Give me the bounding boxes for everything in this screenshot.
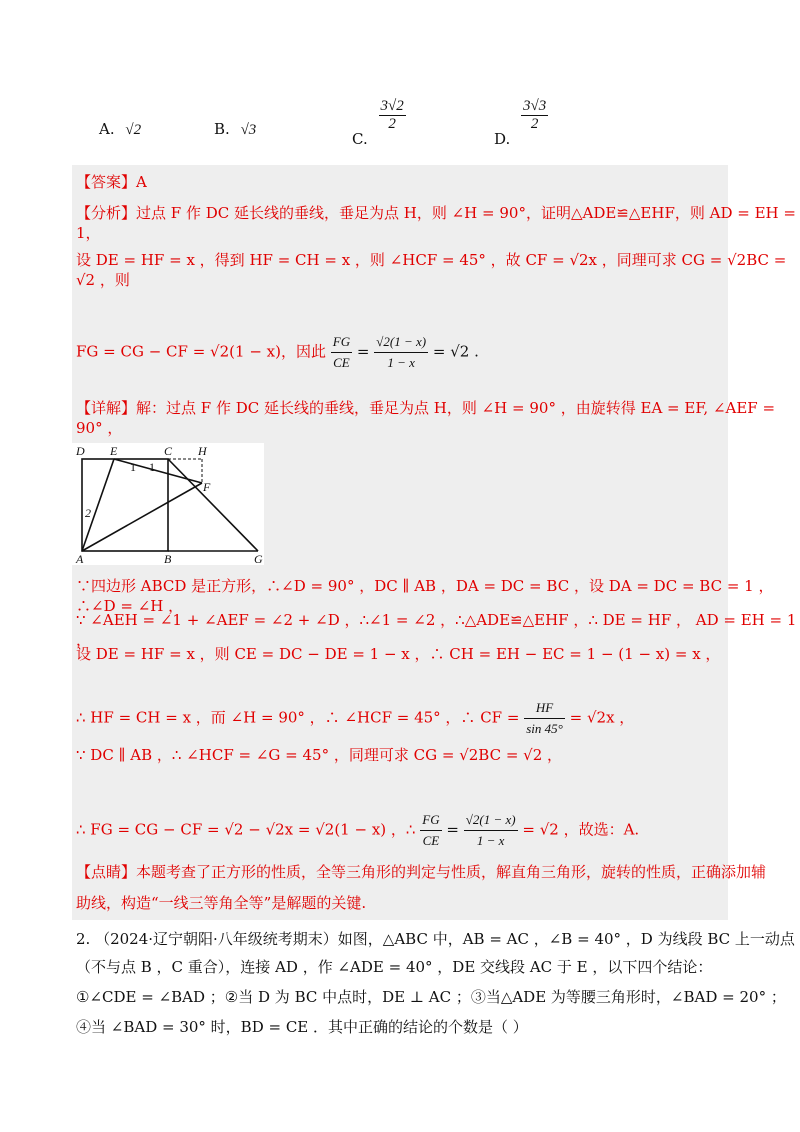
detail-line-2: ∵四边形 ABCD 是正方形，∴∠D = 90° ，DC ∥ AB ，DA = DC = BC ，设 DA = DC = BC = 1 ，∴∠D = ∠H ， [76, 577, 774, 615]
detail-line-5 [76, 698, 634, 739]
detail-text-7b: = √2 ，故选：A. [522, 820, 640, 839]
label-angle-1a: 1 [130, 460, 136, 474]
option-b-value: √3 [240, 122, 257, 138]
option-b-letter: B. [214, 120, 230, 138]
comment-text-1: 本题考查了正方形的性质，全等三角形的判定与性质，解直角三角形，旋转的性质，正确添加辅 [136, 863, 767, 881]
answer-line [76, 172, 147, 192]
segment-af [82, 483, 202, 551]
detail-line-1 [76, 398, 800, 438]
label-angle-2: 2 [85, 506, 91, 520]
label-c: C [164, 444, 173, 458]
option-a-letter: A. [99, 120, 115, 138]
label-f: F [203, 480, 211, 494]
label-h: H [198, 444, 207, 458]
analysis-line-3: FG = CG − CF = √2(1 − x)，因此 $\frac{FG}{CE}$ = $\frac{√2(1 - x)}{1 - x}$ = √2 . [76, 332, 479, 373]
question2-line-2: （不与点 B ，C 重合），连接 AD ，作 ∠ADE = 40° ，DE 交线段 AC 于 E ，以下四个结论： [76, 958, 713, 976]
detail-frac-5-den: sin 45° [526, 721, 563, 736]
analysis-text-3b: = √2 . [432, 342, 479, 361]
option-c [352, 98, 406, 148]
option-b [214, 120, 256, 139]
label-d: D [76, 444, 85, 458]
detail-frac-5-num: HF [524, 698, 565, 719]
analysis-frac-1-num: FG [331, 332, 352, 353]
label-b: B [164, 552, 172, 565]
option-c-letter: C. [352, 129, 368, 148]
analysis-frac-2 [374, 332, 428, 373]
label-e: E [110, 444, 118, 458]
segment-cg [168, 459, 258, 551]
comment-tag: 【点睛】 [76, 863, 137, 881]
answer-value: A [136, 173, 147, 191]
option-a-value: √2 [125, 122, 142, 138]
question2-line-1: 2. （2024·辽宁朝阳·八年级统考期末）如图，△ABC 中，AB = AC ，∠B = 40° ，D 为线段 BC 上一动点 [76, 930, 795, 948]
detail-frac-7a [420, 810, 441, 851]
option-c-fraction [379, 98, 406, 133]
question2-line-4: ④当 ∠BAD = 30° 时，BD = CE ．其中正确的结论的个数是（ ） [76, 1018, 528, 1036]
question2-line-3: ①∠CDE = ∠BAD ；②当 D 为 BC 中点时，DE ⊥ AC ；③当△ADE 为等腰三角形时，∠BAD = 20° ； [76, 988, 786, 1006]
detail-text-5b: = √2x ， [569, 708, 635, 727]
option-d-numerator: 3√3 [523, 98, 547, 114]
analysis-tag: 【分析】 [76, 204, 137, 222]
analysis-frac-1-den: CE [333, 355, 350, 370]
detail-line-7: ∴ FG = CG − CF = √2 − √2x = √2(1 − x) ，∴ $\frac{FG}{CE}$ = $\frac{√2(1 - x)}{1 - x}$ = √2 ，故选：A. [76, 810, 639, 851]
analysis-frac-2-den: 1 − x [387, 355, 415, 370]
detail-frac-7a-num: FG [420, 810, 441, 831]
option-c-denominator: 2 [388, 116, 396, 132]
detail-line-6: ∵ DC ∥ AB ，∴ ∠HCF = ∠G = 45° ，同理可求 CG = √2BC = √2 ， [76, 746, 563, 764]
option-d-fraction [521, 98, 548, 133]
detail-frac-7a-den: CE [422, 833, 440, 848]
option-a [99, 120, 141, 139]
label-g: G [254, 552, 263, 565]
detail-frac-5 [524, 698, 565, 739]
analysis-frac-1 [331, 332, 352, 373]
detail-line-4: 设 DE = HF = x ，则 CE = DC − DE = 1 − x ，∴ CH = EH − EC = 1 − (1 − x) = x ， [76, 645, 721, 663]
detail-text-5a: ∴ HF = CH = x ，而 ∠H = 90° ，∴ ∠HCF = 45° ，∴ CF = [76, 708, 520, 727]
geometry-figure-svg [72, 443, 264, 565]
segment-ae [82, 459, 114, 551]
analysis-text-3a: FG = CG − CF = √2(1 − x)，因此 [76, 342, 326, 361]
option-d-denominator: 2 [530, 116, 539, 132]
option-c-numerator: 3√2 [380, 98, 404, 114]
detail-frac-7b [464, 810, 518, 851]
square-abcd [82, 459, 168, 551]
answer-tag: 【答案】 [76, 173, 137, 191]
detail-tag: 【详解】 [76, 399, 137, 417]
label-a: A [76, 552, 84, 565]
comment-line-1 [76, 862, 766, 882]
detail-frac-7b-num: √2(1 − x) [464, 810, 518, 831]
detail-line-3: ∵ ∠AEH = ∠1 + ∠AEF = ∠2 + ∠D ，∴∠1 = ∠2 ，∴△ADE≌△EHF ，∴ DE = HF ， AD = EH = 1 ， [76, 611, 797, 649]
analysis-line-1 [76, 203, 800, 243]
label-angle-1b: 1 [149, 460, 155, 474]
analysis-frac-2-num: √2(1 − x) [374, 332, 428, 353]
detail-text-7a: ∴ FG = CG − CF = √2 − √2x = √2(1 − x) ，∴ [76, 820, 416, 839]
analysis-text-1: 过点 F 作 DC 延长线的垂线，垂足为点 H，则 ∠H = 90°，证明△ADE≌△EHF，则 AD = EH = 1， [76, 204, 796, 242]
comment-line-2: 助线，构造“一线三等角全等”是解题的关键. [76, 894, 367, 912]
option-d-letter: D. [494, 129, 511, 148]
detail-frac-7b-den: 1 − x [476, 833, 505, 848]
analysis-line-2: 设 DE = HF = x ，得到 HF = CH = x ，则 ∠HCF = 45° ，故 CF = √2x ，同理可求 CG = √2BC = √2 ，则 [76, 251, 787, 289]
option-d [494, 98, 548, 148]
geometry-figure [72, 443, 264, 565]
detail-text-1: 解：过点 F 作 DC 延长线的垂线，垂足为点 H，则 ∠H = 90° ，由旋转得 EA = EF, ∠AEF = 90° ， [76, 399, 776, 437]
